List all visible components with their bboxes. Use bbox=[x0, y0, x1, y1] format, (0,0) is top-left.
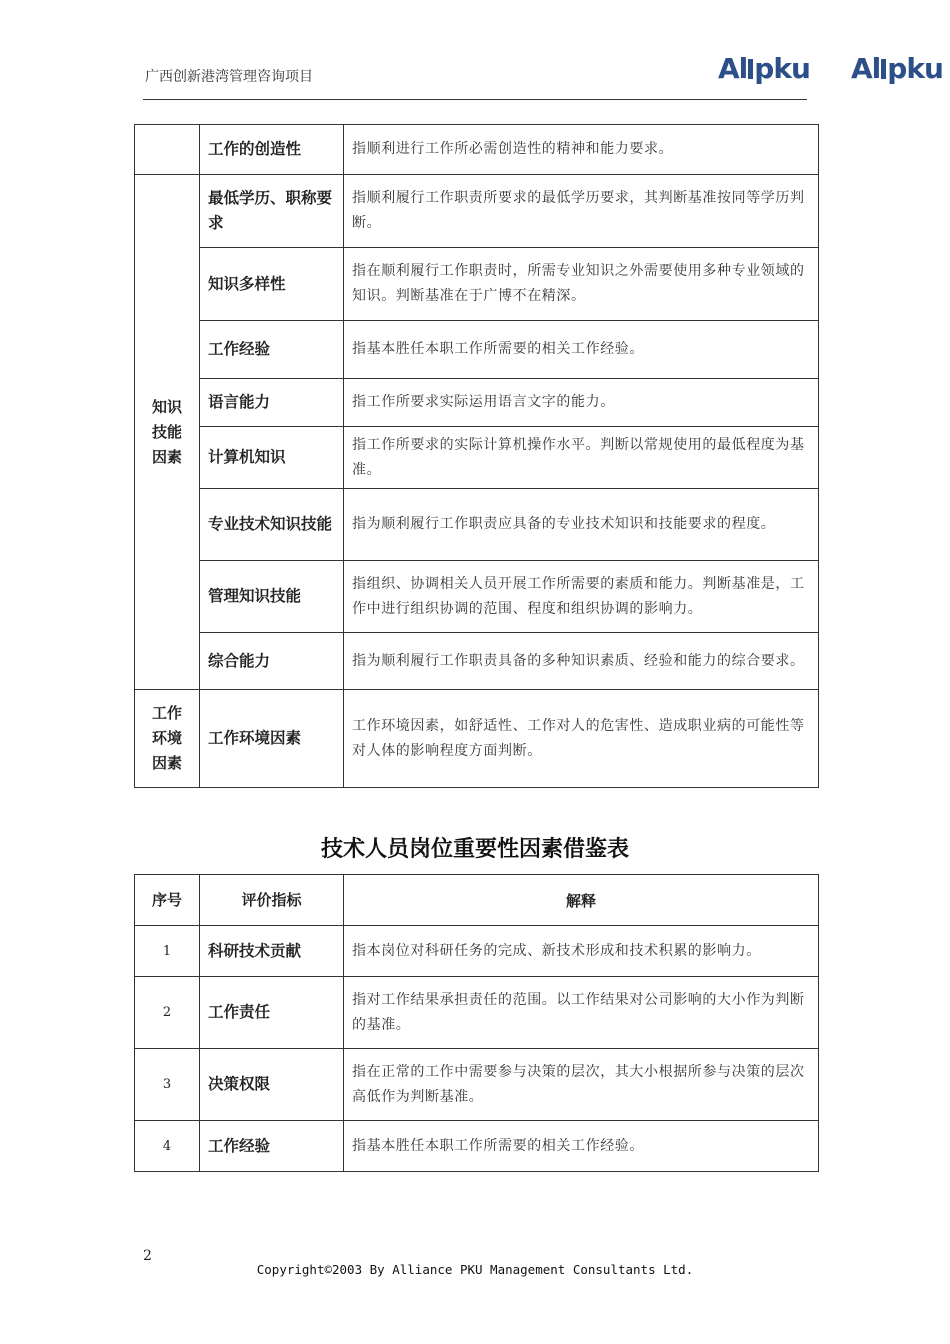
factor-name: 工作的创造性 bbox=[200, 125, 344, 175]
logo-text-right: pku bbox=[887, 52, 943, 85]
factor-description: 工作环境因素，如舒适性、工作对人的危害性、造成职业病的可能性等对人体的影响程度方面判断。 bbox=[344, 690, 819, 788]
table-row bbox=[135, 977, 819, 1049]
table-row bbox=[135, 633, 819, 690]
factor-name: 专业技术知识技能 bbox=[200, 489, 344, 561]
table-row bbox=[135, 1049, 819, 1121]
table-row bbox=[135, 561, 819, 633]
table-row bbox=[135, 690, 819, 788]
factor-description: 指为顺利履行工作职责具备的多种知识素质、经验和能力的综合要求。 bbox=[344, 633, 819, 690]
factor-name: 语言能力 bbox=[200, 379, 344, 427]
tech-importance-table bbox=[134, 874, 819, 1172]
table-row bbox=[135, 321, 819, 379]
alliance-pku-logo bbox=[718, 52, 810, 85]
table-row bbox=[135, 125, 819, 175]
row-number: 3 bbox=[135, 1049, 200, 1121]
indicator-name: 工作经验 bbox=[200, 1121, 344, 1172]
indicator-description: 指基本胜任本职工作所需要的相关工作经验。 bbox=[344, 1121, 819, 1172]
logo-text-left: Al bbox=[718, 52, 748, 85]
factor-description: 指在顺利履行工作职责时，所需专业知识之外需要使用多种专业领域的知识。判断基准在于广博不在精深。 bbox=[344, 248, 819, 321]
header-indicator: 评价指标 bbox=[200, 875, 344, 926]
header-explanation: 解释 bbox=[344, 875, 819, 926]
factor-table bbox=[134, 124, 819, 788]
factor-name: 工作环境因素 bbox=[200, 690, 344, 788]
factor-name: 工作经验 bbox=[200, 321, 344, 379]
header-no: 序号 bbox=[135, 875, 200, 926]
row-number: 4 bbox=[135, 1121, 200, 1172]
factor-description: 指工作所要求实际运用语言文字的能力。 bbox=[344, 379, 819, 427]
factor-description: 指组织、协调相关人员开展工作所需要的素质和能力。判断基准是，工作中进行组织协调的范围、程度和组织协调的影响力。 bbox=[344, 561, 819, 633]
logo-mark bbox=[748, 59, 753, 79]
table-row bbox=[135, 926, 819, 977]
logo-text-right: pku bbox=[754, 52, 810, 85]
factor-description: 指顺利履行工作职责所要求的最低学历要求，其判断基准按同等学历判断。 bbox=[344, 175, 819, 248]
table-row bbox=[135, 489, 819, 561]
factor-name: 管理知识技能 bbox=[200, 561, 344, 633]
alliance-pku-logo-secondary bbox=[851, 52, 943, 85]
table-row bbox=[135, 427, 819, 489]
copyright-notice: Copyright©2003 By Alliance PKU Management Consultants Ltd. bbox=[256, 1262, 694, 1277]
logo-mark bbox=[881, 59, 886, 79]
factor-name: 最低学历、职称要求 bbox=[200, 175, 344, 248]
category-cell bbox=[135, 175, 200, 690]
table-header-row bbox=[135, 875, 819, 926]
factor-description: 指基本胜任本职工作所需要的相关工作经验。 bbox=[344, 321, 819, 379]
indicator-description: 指本岗位对科研任务的完成、新技术形成和技术积累的影响力。 bbox=[344, 926, 819, 977]
factor-description: 指顺利进行工作所必需创造性的精神和能力要求。 bbox=[344, 125, 819, 175]
table-row bbox=[135, 1121, 819, 1172]
header-divider bbox=[143, 99, 807, 100]
factor-description: 指工作所要求的实际计算机操作水平。判断以常规使用的最低程度为基准。 bbox=[344, 427, 819, 489]
logo-text-left: Al bbox=[851, 52, 881, 85]
factor-name: 综合能力 bbox=[200, 633, 344, 690]
indicator-description: 指对工作结果承担责任的范围。以工作结果对公司影响的大小作为判断的基准。 bbox=[344, 977, 819, 1049]
header-title: 广西创新港湾管理咨询项目 bbox=[145, 69, 313, 85]
page-number: 2 bbox=[143, 1248, 152, 1264]
table-row bbox=[135, 175, 819, 248]
category-label: 知识 技能 因素 bbox=[151, 397, 182, 466]
factor-description: 指为顺利履行工作职责应具备的专业技术知识和技能要求的程度。 bbox=[344, 489, 819, 561]
indicator-name: 决策权限 bbox=[200, 1049, 344, 1121]
category-cell bbox=[135, 125, 200, 175]
indicator-name: 工作责任 bbox=[200, 977, 344, 1049]
row-number: 1 bbox=[135, 926, 200, 977]
indicator-name: 科研技术贡献 bbox=[200, 926, 344, 977]
factor-name: 知识多样性 bbox=[200, 248, 344, 321]
indicator-description: 指在正常的工作中需要参与决策的层次，其大小根据所参与决策的层次高低作为判断基准。 bbox=[344, 1049, 819, 1121]
table-row bbox=[135, 248, 819, 321]
section-title: 技术人员岗位重要性因素借鉴表 bbox=[320, 837, 629, 862]
row-number: 2 bbox=[135, 977, 200, 1049]
factor-name: 计算机知识 bbox=[200, 427, 344, 489]
table-row bbox=[135, 379, 819, 427]
category-cell bbox=[135, 690, 200, 788]
category-label: 工作 环境 因素 bbox=[151, 704, 182, 772]
